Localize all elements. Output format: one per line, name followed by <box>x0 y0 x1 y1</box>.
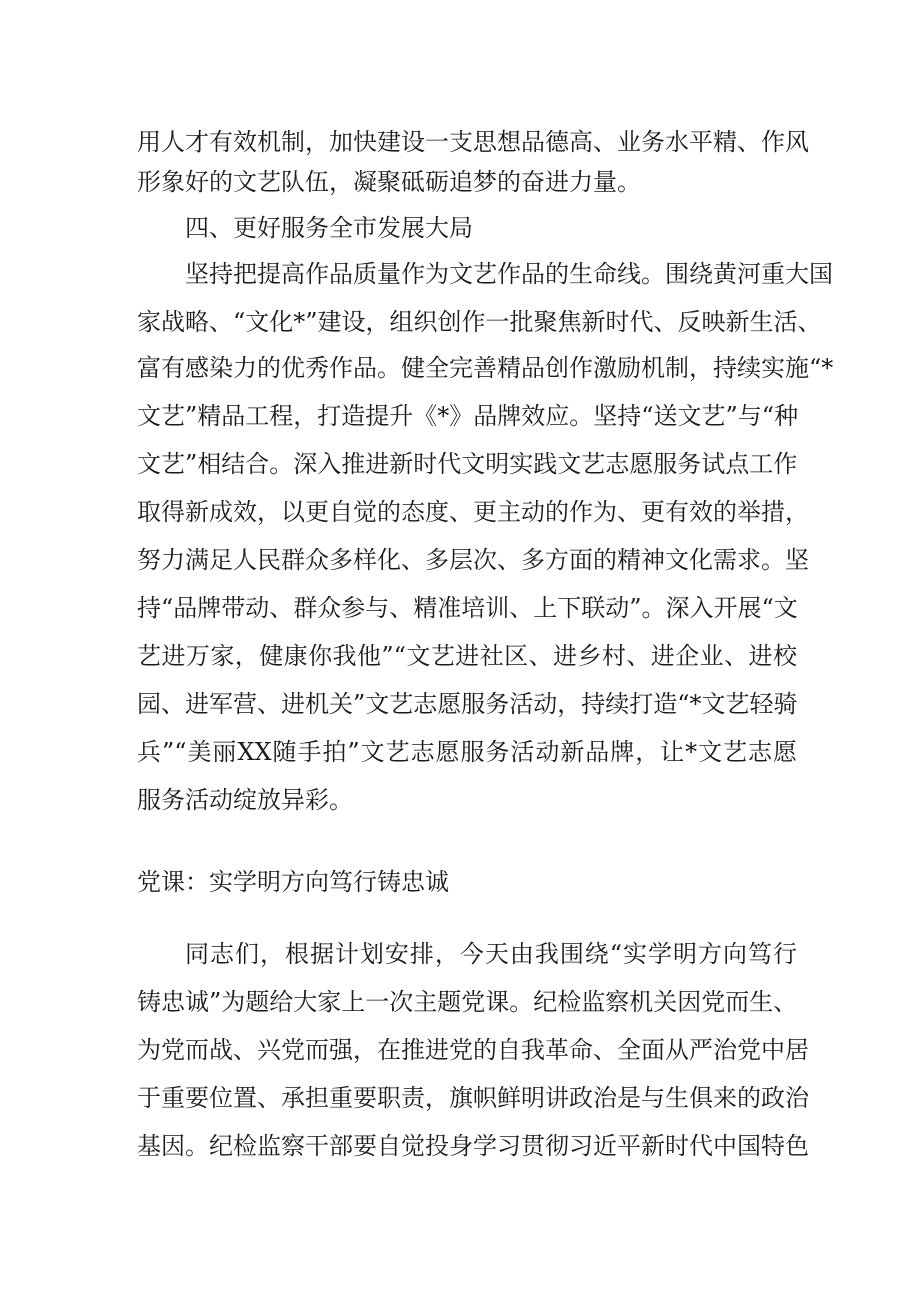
paragraph-line: 富有感染力的优秀作品。健全完善精品创作激励机制，持续实施“* <box>137 354 834 382</box>
paragraph-line: 为党而战、兴党而强，在推进党的自我革命、全面从严治党中居 <box>137 1036 809 1064</box>
paragraph-line: 园、进军营、进机关”文艺志愿服务活动，持续打造“*文艺轻骑 <box>137 690 798 718</box>
paragraph-line: 形象好的文艺队伍，凝聚砥砺追梦的奋进力量。 <box>137 168 641 196</box>
paragraph-line: 坚持把提高作品质量作为文艺作品的生命线。围绕黄河重大国 <box>185 260 833 288</box>
paragraph-line: 艺进万家，健康你我他”“文艺进社区、进乡村、进企业、进校 <box>137 642 797 670</box>
paragraph-line: 努力满足人民群众多样化、多层次、多方面的精神文化需求。坚 <box>137 546 809 574</box>
paragraph-line: 铸忠诚”为题给大家上一次主题党课。纪检监察机关因党而生、 <box>137 988 798 1016</box>
paragraph-line: 文艺”精品工程，打造提升《*》品牌效应。坚持“送文艺”与“种 <box>137 402 799 430</box>
lecture-title: 党课：实学明方向笃行铸忠诚 <box>137 868 449 896</box>
paragraph-line: 家战略、“文化*”建设，组织创作一批聚焦新时代、反映新生活、 <box>137 308 822 336</box>
paragraph-line: 文艺”相结合。深入推进新时代文明实践文艺志愿服务试点工作 <box>137 450 798 478</box>
paragraph-line: 取得新成效，以更自觉的态度、更主动的作为、更有效的举措， <box>137 498 809 526</box>
paragraph-line: 用人才有效机制，加快建设一支思想品德高、业务水平精、作风 <box>137 128 809 156</box>
section-heading: 四、更好服务全市发展大局 <box>185 214 473 242</box>
paragraph-line: 基因。纪检监察干部要自觉投身学习贯彻习近平新时代中国特色 <box>137 1132 809 1160</box>
paragraph-line: 服务活动绽放异彩。 <box>137 786 353 814</box>
paragraph-line: 于重要位置、承担重要职责，旗帜鲜明讲政治是与生俱来的政治 <box>137 1084 809 1112</box>
paragraph-line: 持“品牌带动、群众参与、精准培训、上下联动”。深入开展“文 <box>137 594 798 622</box>
paragraph-line: 兵”“美丽XX随手拍”文艺志愿服务活动新品牌，让*文艺志愿 <box>137 738 797 766</box>
paragraph-line: 同志们，根据计划安排，今天由我围绕“实学明方向笃行 <box>185 940 797 968</box>
